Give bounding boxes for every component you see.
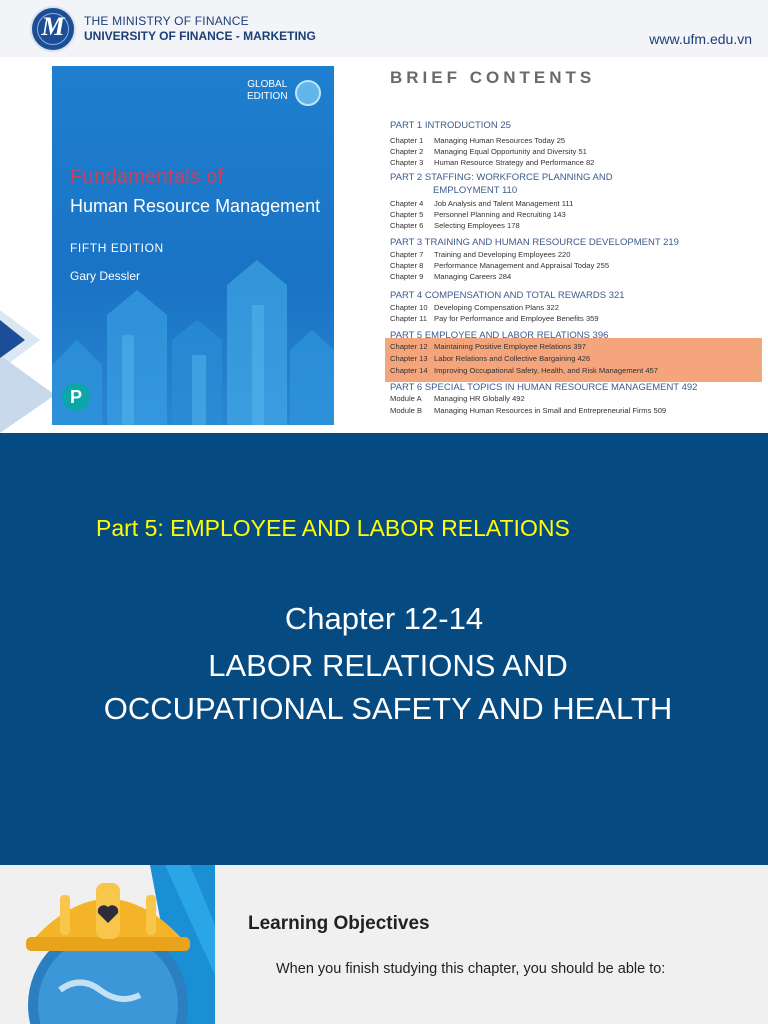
toc-chapter-number: Chapter 9 <box>390 272 424 281</box>
chapter-range: Chapter 12-14 <box>284 601 484 636</box>
ministry-name: THE MINISTRY OF FINANCE <box>84 14 249 28</box>
toc-chapter-title: Improving Occupational Safety, Health, and Risk Management 457 <box>434 366 658 375</box>
toc-chapter-title: Managing Equal Opportunity and Diversity 51 <box>434 147 587 156</box>
slide-book-overview <box>0 0 768 433</box>
header-bar <box>0 0 768 57</box>
toc-chapter <box>390 210 566 219</box>
toc-part-heading: EMPLOYMENT 110 <box>433 185 518 196</box>
toc-part-heading: PART 6 SPECIAL TOPICS IN HUMAN RESOURCE MANAGEMENT 492 <box>390 382 698 393</box>
toc-chapter-title: Personnel Planning and Recruiting 143 <box>434 210 566 219</box>
toc-part-heading: PART 4 COMPENSATION AND TOTAL REWARDS 321 <box>390 290 625 301</box>
toc-chapter-title: Maintaining Positive Employee Relations 397 <box>434 342 586 351</box>
university-name: UNIVERSITY OF FINANCE - MARKETING <box>84 29 316 43</box>
book-cover <box>52 66 334 425</box>
toc-chapter-number: Chapter 1 <box>390 136 424 145</box>
toc-chapter-number: Chapter 14 <box>390 366 428 375</box>
toc-chapter-number: Chapter 6 <box>390 221 424 230</box>
toc-chapter <box>390 158 594 167</box>
toc-chapter <box>390 314 599 323</box>
website-link[interactable]: www.ufm.edu.vn <box>649 31 752 47</box>
toc-chapter-title: Pay for Performance and Employee Benefits 359 <box>434 314 599 323</box>
book-title-line-2: Human Resource Management <box>70 196 321 216</box>
contents-title: BRIEF CONTENTS <box>390 68 596 87</box>
toc-chapter-title: Managing HR Globally 492 <box>434 394 525 403</box>
toc-chapter-number: Chapter 4 <box>390 199 424 208</box>
toc-chapter-number: Chapter 12 <box>390 342 428 351</box>
toc-chapter-number: Chapter 10 <box>390 303 428 312</box>
toc-chapter-number: Chapter 3 <box>390 158 424 167</box>
toc-part-heading: PART 3 TRAINING AND HUMAN RESOURCE DEVELOPMENT 219 <box>390 237 679 248</box>
toc-chapter-title: Selecting Employees 178 <box>434 221 520 230</box>
toc-chapter-title: Managing Human Resources Today 25 <box>434 136 566 145</box>
badge-line-1: GLOBAL <box>247 79 288 90</box>
toc-chapter-number: Chapter 11 <box>390 314 428 323</box>
toc-chapter-number: Module B <box>390 406 423 415</box>
toc-chapter-title: Managing Human Resources in Small and Entrepreneurial Firms 509 <box>434 406 667 415</box>
toc-chapter-title: Developing Compensation Plans 322 <box>434 303 559 312</box>
toc-chapter <box>390 199 573 208</box>
globe-icon <box>295 80 321 106</box>
part-label: Part 5: EMPLOYEE AND LABOR RELATIONS <box>96 515 570 541</box>
toc-part-heading: PART 1 INTRODUCTION 25 <box>390 120 511 131</box>
toc-chapter <box>390 406 666 415</box>
toc-chapter <box>390 261 609 270</box>
decorative-chevrons <box>0 300 60 433</box>
toc-chapter-title: Labor Relations and Collective Bargaining 426 <box>434 354 591 363</box>
toc-chapter-number: Chapter 8 <box>390 261 424 270</box>
toc-chapter-number: Chapter 2 <box>390 147 424 156</box>
toc-chapter <box>390 394 525 403</box>
toc-part-heading: PART 5 EMPLOYEE AND LABOR RELATIONS 396 <box>390 330 609 341</box>
main-title-line-2: OCCUPATIONAL SAFETY AND HEALTH <box>103 691 673 726</box>
toc-chapter-number: Chapter 7 <box>390 250 424 259</box>
book-author: Gary Dessler <box>70 269 141 283</box>
toc-chapter-title: Training and Developing Employees 220 <box>434 250 571 259</box>
publisher-logo: P <box>62 383 90 411</box>
toc-chapter-highlighted <box>390 354 590 363</box>
toc-chapter-number: Chapter 5 <box>390 210 424 219</box>
toc-chapter-title: Human Resource Strategy and Performance 82 <box>434 158 595 167</box>
main-title-line-1: LABOR RELATIONS AND <box>208 648 568 683</box>
toc-chapter-title: Managing Careers 284 <box>434 272 512 281</box>
toc-chapter <box>390 272 511 281</box>
toc-chapter-number: Chapter 13 <box>390 354 428 363</box>
toc-chapter-title: Performance Management and Appraisal Today 255 <box>434 261 610 270</box>
university-logo <box>30 6 76 52</box>
hard-hat-globe-illustration <box>0 865 215 1024</box>
toc-chapter <box>390 303 559 312</box>
toc-chapter <box>390 136 565 145</box>
slide-chapter-title <box>0 433 768 865</box>
toc-chapter <box>390 147 587 156</box>
toc-chapter <box>390 250 571 259</box>
toc-chapter-highlighted <box>390 342 586 351</box>
toc-part-heading: PART 2 STAFFING: WORKFORCE PLANNING AND <box>390 172 613 183</box>
badge-line-2: EDITION <box>247 91 288 102</box>
toc-chapter-number: Module A <box>390 394 422 403</box>
logo-letter: M <box>41 12 65 41</box>
toc-chapter-highlighted <box>390 366 658 375</box>
global-edition-badge <box>247 79 288 103</box>
toc-chapter-title: Job Analysis and Talent Management 111 <box>434 199 574 208</box>
slide-learning-objectives <box>0 865 768 1024</box>
toc-chapter <box>390 221 520 230</box>
book-title-line-1: Fundamentals of <box>70 166 224 188</box>
learning-objectives-intro: When you finish studying this chapter, you should be able to: <box>276 961 666 977</box>
learning-objectives-title: Learning Objectives <box>248 913 430 934</box>
book-edition: FIFTH EDITION <box>70 241 164 255</box>
brief-contents <box>380 66 768 426</box>
